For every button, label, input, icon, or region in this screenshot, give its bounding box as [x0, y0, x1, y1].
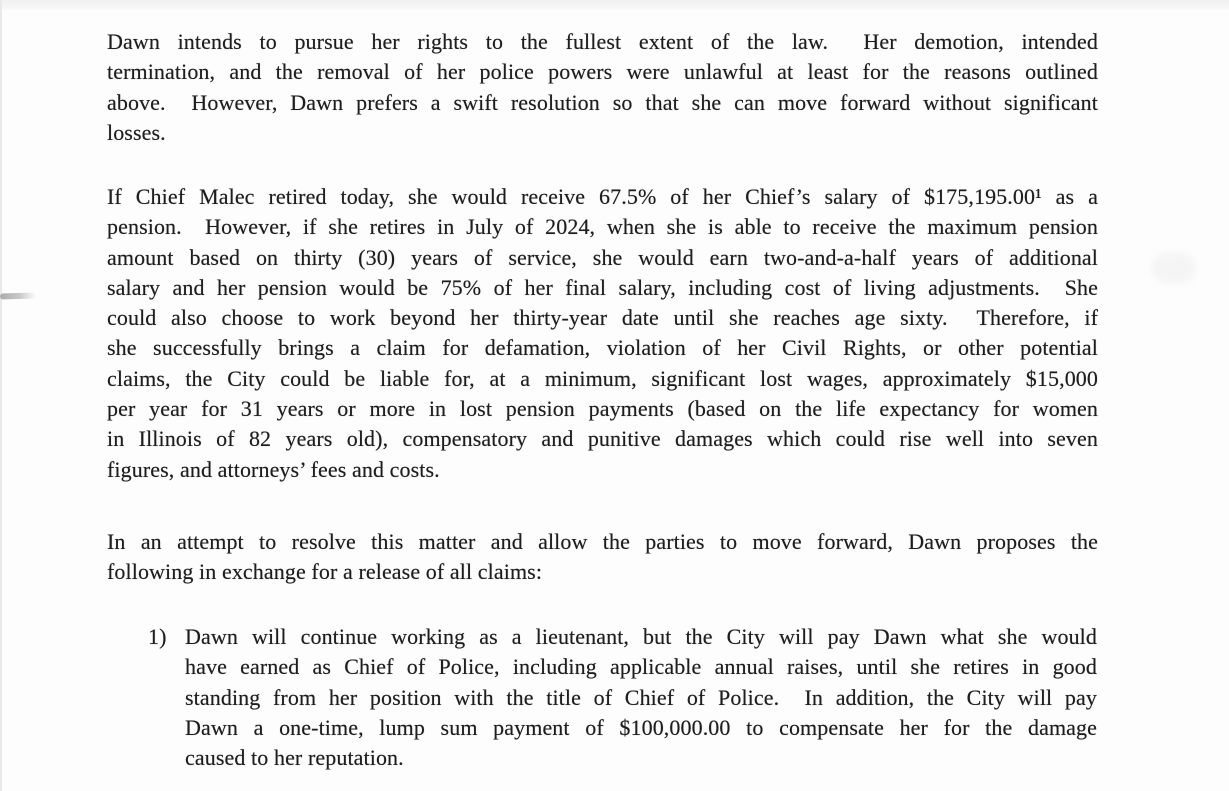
- list-marker: 1): [148, 624, 167, 649]
- text-line: If Chief Malec retired today, she would receive 67.5% of her Chief’s salary of $175,195.00¹ as a: [107, 184, 1098, 209]
- scan-smudge-artifact: [1152, 253, 1196, 283]
- text-line: she successfully brings a claim for defamation, violation of her Civil Rights, or other potential: [107, 335, 1098, 361]
- text-line: following in exchange for a release of all claims:: [107, 559, 543, 585]
- scan-dash-artifact: [0, 293, 36, 300]
- text-line: standing from her position with the title of Chief of Police. In addition, the City will pay: [185, 684, 1097, 710]
- text-line: termination, and the removal of her police powers were unlawful at least for the reasons outlined: [107, 59, 1098, 85]
- text-line: Dawn intends to pursue her rights to the fullest extent of the law. Her demotion, intended: [107, 29, 1098, 54]
- text-line: In an attempt to resolve this matter and allow the parties to move forward, Dawn proposes the: [107, 529, 1098, 554]
- scan-left-edge-artifact: [0, 0, 2, 791]
- paragraph: [107, 182, 1098, 485]
- list-item: [107, 622, 1098, 773]
- text-line: above. However, Dawn prefers a swift resolution so that she can move forward without significant: [107, 89, 1098, 115]
- text-line: claims, the City could be liable for, at a minimum, significant lost wages, approximately $15,000: [107, 365, 1098, 391]
- text-line: pension. However, if she retires in July of 2024, when she is able to receive the maximum pension: [107, 214, 1098, 240]
- paragraph: [107, 527, 1098, 588]
- text-line: caused to her reputation.: [185, 745, 404, 771]
- text-line: Dawn a one-time, lump sum payment of $100,000.00 to compensate her for the damage: [185, 714, 1097, 740]
- text-line: figures, and attorneys’ fees and costs.: [107, 456, 440, 482]
- text-line: salary and her pension would be 75% of her final salary, including cost of living adjustments. She: [107, 274, 1098, 300]
- paragraph: [107, 27, 1098, 148]
- text-line: could also choose to work beyond her thirty-year date until she reaches age sixty. Therefore, if: [107, 305, 1098, 331]
- text-line: amount based on thirty (30) years of service, she would earn two-and-a-half years of additional: [107, 244, 1098, 270]
- text-line: per year for 31 years or more in lost pension payments (based on the life expectancy for women: [107, 396, 1098, 422]
- scan-top-band-artifact: [0, 0, 1229, 11]
- text-line: Dawn will continue working as a lieutenant, but the City will pay Dawn what she would: [185, 624, 1097, 649]
- text-line: have earned as Chief of Police, including applicable annual raises, until she retires in good: [185, 654, 1097, 680]
- text-line: in Illinois of 82 years old), compensatory and punitive damages which could rise well into seven: [107, 426, 1098, 452]
- text-line: losses.: [107, 119, 166, 145]
